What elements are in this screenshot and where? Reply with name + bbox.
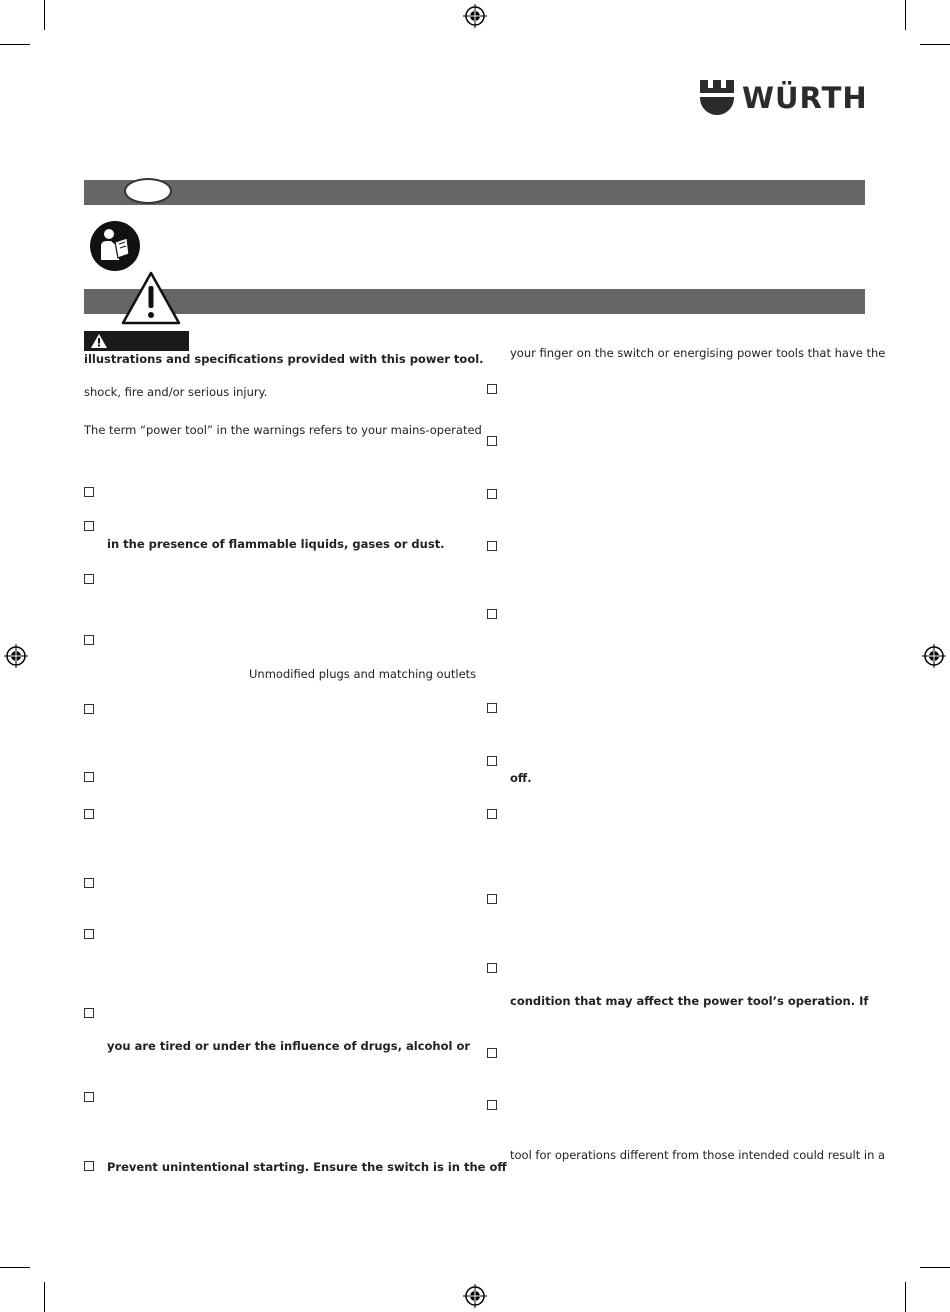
- checkbox-icon: [487, 541, 497, 551]
- checkbox-icon: [487, 756, 497, 766]
- checkbox-icon: [487, 1048, 497, 1058]
- registration-mark-icon: [4, 644, 28, 668]
- checkbox-icon: [487, 963, 497, 973]
- text-line-illustrations: illustrations and specifications provided with this power tool.: [84, 352, 484, 366]
- text-line-finger: your finger on the switch or energising power tools that have the: [510, 346, 886, 360]
- registration-mark-icon: [463, 1284, 487, 1308]
- text-line-condition: condition that may affect the power tool’s operation. If: [510, 994, 869, 1008]
- wurth-emblem-icon: [700, 80, 734, 116]
- crop-mark: [905, 1282, 906, 1312]
- crop-mark: [905, 0, 906, 30]
- checkbox-icon: [84, 1092, 94, 1102]
- registration-mark-icon: [463, 4, 487, 28]
- language-badge: [124, 178, 172, 204]
- checkbox-icon: [487, 809, 497, 819]
- checkbox-icon: [487, 436, 497, 446]
- crop-mark: [44, 0, 45, 30]
- crop-mark: [920, 1267, 950, 1268]
- crop-mark: [920, 44, 950, 45]
- brand-logo: [700, 80, 868, 116]
- checkbox-icon: [84, 635, 94, 645]
- checkbox-icon: [84, 704, 94, 714]
- checkbox-icon: [487, 489, 497, 499]
- checkbox-icon: [84, 1161, 94, 1171]
- safety-section-bar: [84, 289, 865, 314]
- crop-mark: [44, 1282, 45, 1312]
- text-line-tired: you are tired or under the influence of drugs, alcohol or: [107, 1039, 471, 1053]
- checkbox-icon: [487, 609, 497, 619]
- checkbox-icon: [84, 574, 94, 584]
- checkbox-icon: [84, 809, 94, 819]
- text-line-prevent: Prevent unintentional starting. Ensure the switch is in the off: [107, 1160, 507, 1174]
- text-line-flammable: in the presence of flammable liquids, gases or dust.: [107, 537, 445, 551]
- checkbox-icon: [487, 1100, 497, 1110]
- text-line-tool-ops: tool for operations different from those intended could result in a: [510, 1148, 886, 1162]
- checkbox-icon: [84, 772, 94, 782]
- read-manual-icon: [89, 220, 141, 272]
- warning-small-icon: [90, 333, 108, 349]
- section-header-bar: [84, 180, 865, 205]
- text-line-unmodified: Unmodified plugs and matching outlets: [249, 667, 477, 681]
- registration-mark-icon: [922, 644, 946, 668]
- checkbox-icon: [84, 929, 94, 939]
- text-line-off: off.: [510, 771, 532, 785]
- text-line-shock: shock, fire and/or serious injury.: [84, 385, 268, 399]
- checkbox-icon: [84, 878, 94, 888]
- checkbox-icon: [84, 487, 94, 497]
- checkbox-icon: [487, 384, 497, 394]
- checkbox-icon: [487, 703, 497, 713]
- brand-name: WÜRTH: [742, 81, 868, 115]
- text-line-term: The term “power tool” in the warnings refers to your mains-operated: [84, 423, 482, 437]
- warning-label: [84, 331, 189, 351]
- crop-mark: [0, 1267, 30, 1268]
- crop-mark: [0, 44, 30, 45]
- checkbox-icon: [84, 1008, 94, 1018]
- checkbox-icon: [84, 521, 94, 531]
- checkbox-icon: [487, 894, 497, 904]
- warning-triangle-icon: [120, 270, 182, 326]
